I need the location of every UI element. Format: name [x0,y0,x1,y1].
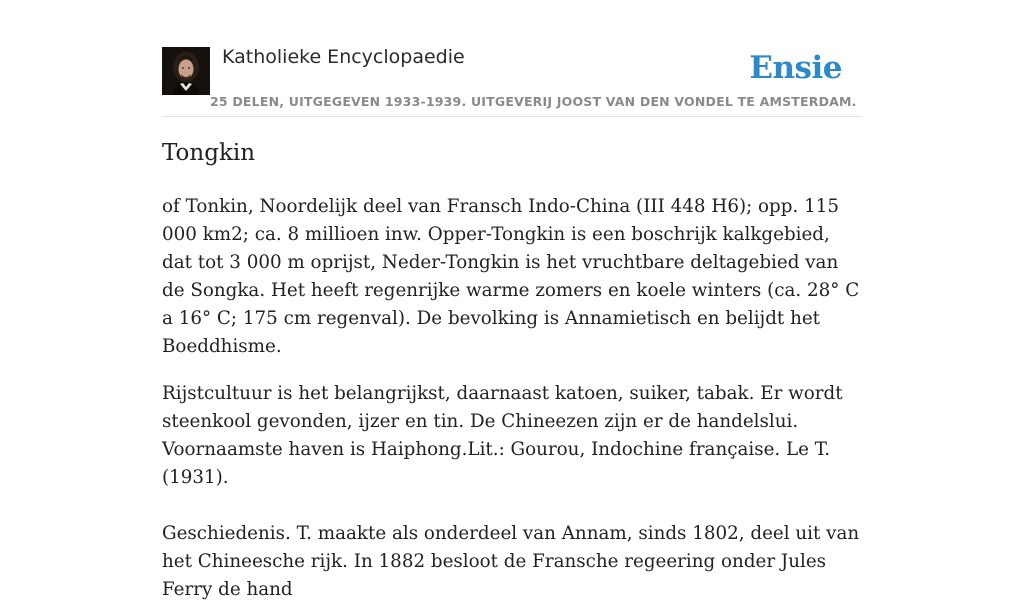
site-subtitle: 25 DELEN, UITGEGEVEN 1933-1939. UITGEVERIJ JOOST VAN DEN VONDEL TE AMSTERDAM. [210,94,857,109]
brand-logo[interactable]: Ensie [749,50,842,86]
article-paragraph: Rijstcultuur is het belangrijkst, daarnaast katoen, suiker, tabak. Er wordt steenkool gevonden, ijzer en tin. De Chineezen zijn er de handelslui. Voornaamste haven is Haiphong.Lit.: Gourou, Indochine française. Le T. (1931). [162,383,843,488]
site-header [162,40,862,117]
avatar[interactable] [162,47,210,95]
article-title: Tongkin [162,140,256,166]
article-paragraph: of Tonkin, Noordelijk deel van Fransch Indo-China (III 448 H6); opp. 115 000 km2; ca. 8 millioen inw. Opper-Tongkin is een boschrijk kalkgebied, dat tot 3 000 m oprijst, Neder-Tongkin is het vruchtbare deltagebied van de Songka. Het heeft regenrijke warme zomers en koele winters (ca. 28° C a 16° C; 175 cm regenval). De bevolking is Annamietisch en belijdt het Boeddhisme. [162,196,860,357]
portrait-icon [162,47,210,95]
site-name[interactable]: Katholieke Encyclopaedie [222,46,465,68]
article-paragraph: Geschiedenis. T. maakte als onderdeel van Annam, sinds 1802, deel uit van het Chineesche rijk. In 1882 besloot de Fransche regeering onder Jules Ferry de hand [162,523,860,600]
article-body [162,193,862,604]
